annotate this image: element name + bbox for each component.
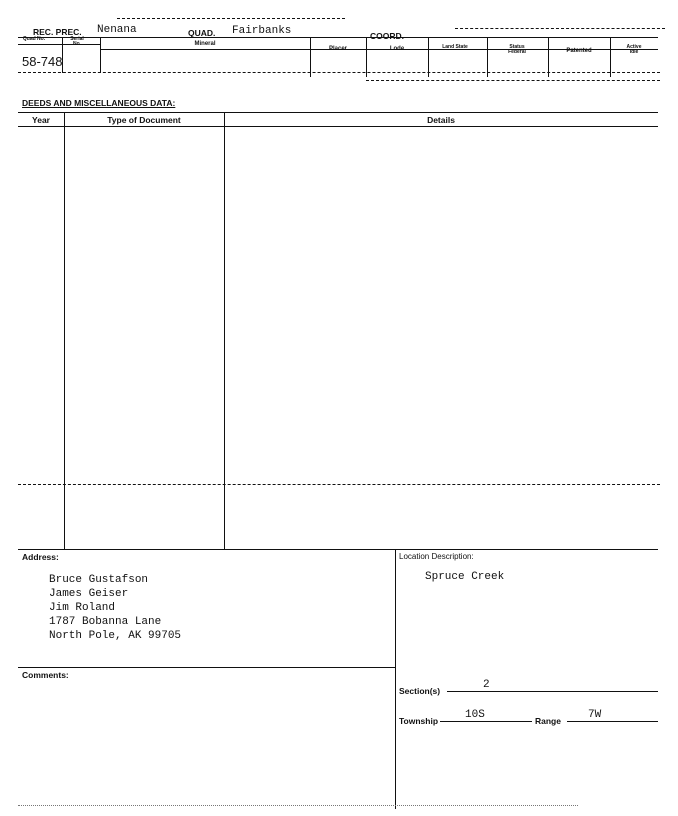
col-details: Details <box>427 115 455 125</box>
top-table-divider-3 <box>310 37 311 77</box>
section-underline <box>447 691 658 692</box>
header-right-dash <box>455 28 665 29</box>
scan-noise <box>18 805 578 806</box>
township-underline <box>440 721 532 722</box>
location-label: Location Description: <box>399 552 474 561</box>
quad-label: QUAD. <box>188 28 216 38</box>
deeds-top-border <box>18 112 658 113</box>
address-label: Address: <box>22 552 59 562</box>
col-quad-no: Quad No. <box>22 36 46 42</box>
top-table-bottom-dash <box>18 72 660 73</box>
range-value: 7W <box>588 709 602 721</box>
range-underline <box>567 721 658 722</box>
col-land-state: Land State <box>442 44 468 50</box>
rec-prec-value: Nenana <box>97 24 137 36</box>
top-table-divider-8 <box>610 37 611 77</box>
top-table-divider-4 <box>366 37 367 77</box>
top-table-lower-dash <box>366 80 660 81</box>
address-block <box>49 573 181 643</box>
address-line: North Pole, AK 99705 <box>49 630 182 642</box>
address-line: Jim Roland <box>49 602 116 614</box>
col-active-idle: Active Idle <box>626 44 642 55</box>
address-line: 1787 Bobanna Lane <box>49 616 162 628</box>
section-label: Section(s) <box>399 686 441 696</box>
quad-value: Fairbanks <box>232 25 292 37</box>
comments-label: Comments: <box>22 670 69 680</box>
location-value: Spruce Creek <box>425 571 505 583</box>
col-year: Year <box>32 115 50 125</box>
deeds-lower-dash <box>18 484 660 485</box>
col-mineral: Mineral <box>194 41 216 47</box>
rec-prec-label: REC. PREC. <box>33 27 82 37</box>
top-table-top-border <box>18 37 658 38</box>
deeds-bottom-border <box>18 549 658 550</box>
lower-divider <box>395 549 396 809</box>
range-label: Range <box>535 716 561 726</box>
top-table-divider-5 <box>428 37 429 77</box>
deeds-section-title: DEEDS AND MISCELLANEOUS DATA: <box>22 98 176 108</box>
township-value: 10S <box>465 709 485 721</box>
coord-label: COORD. <box>370 31 404 41</box>
comments-top-border <box>18 667 395 668</box>
township-label: Township <box>399 716 439 726</box>
top-table-divider-6 <box>487 37 488 77</box>
header-top-dash <box>117 18 345 19</box>
serial-value: 58-748 <box>22 54 63 69</box>
col-lode: Lode <box>389 46 405 52</box>
col-serial-no: Serial No. <box>70 36 84 47</box>
address-line: Bruce Gustafson <box>49 574 149 586</box>
top-table-divider-7 <box>548 37 549 77</box>
col-placer: Placer <box>328 46 347 52</box>
section-value: 2 <box>483 679 490 691</box>
address-line: James Geiser <box>49 588 129 600</box>
col-patented: Patented <box>566 48 592 54</box>
col-type-of-document: Type of Document <box>107 115 181 125</box>
deeds-header-rule <box>18 126 658 127</box>
col-status-federal: Status Federal <box>508 44 526 55</box>
